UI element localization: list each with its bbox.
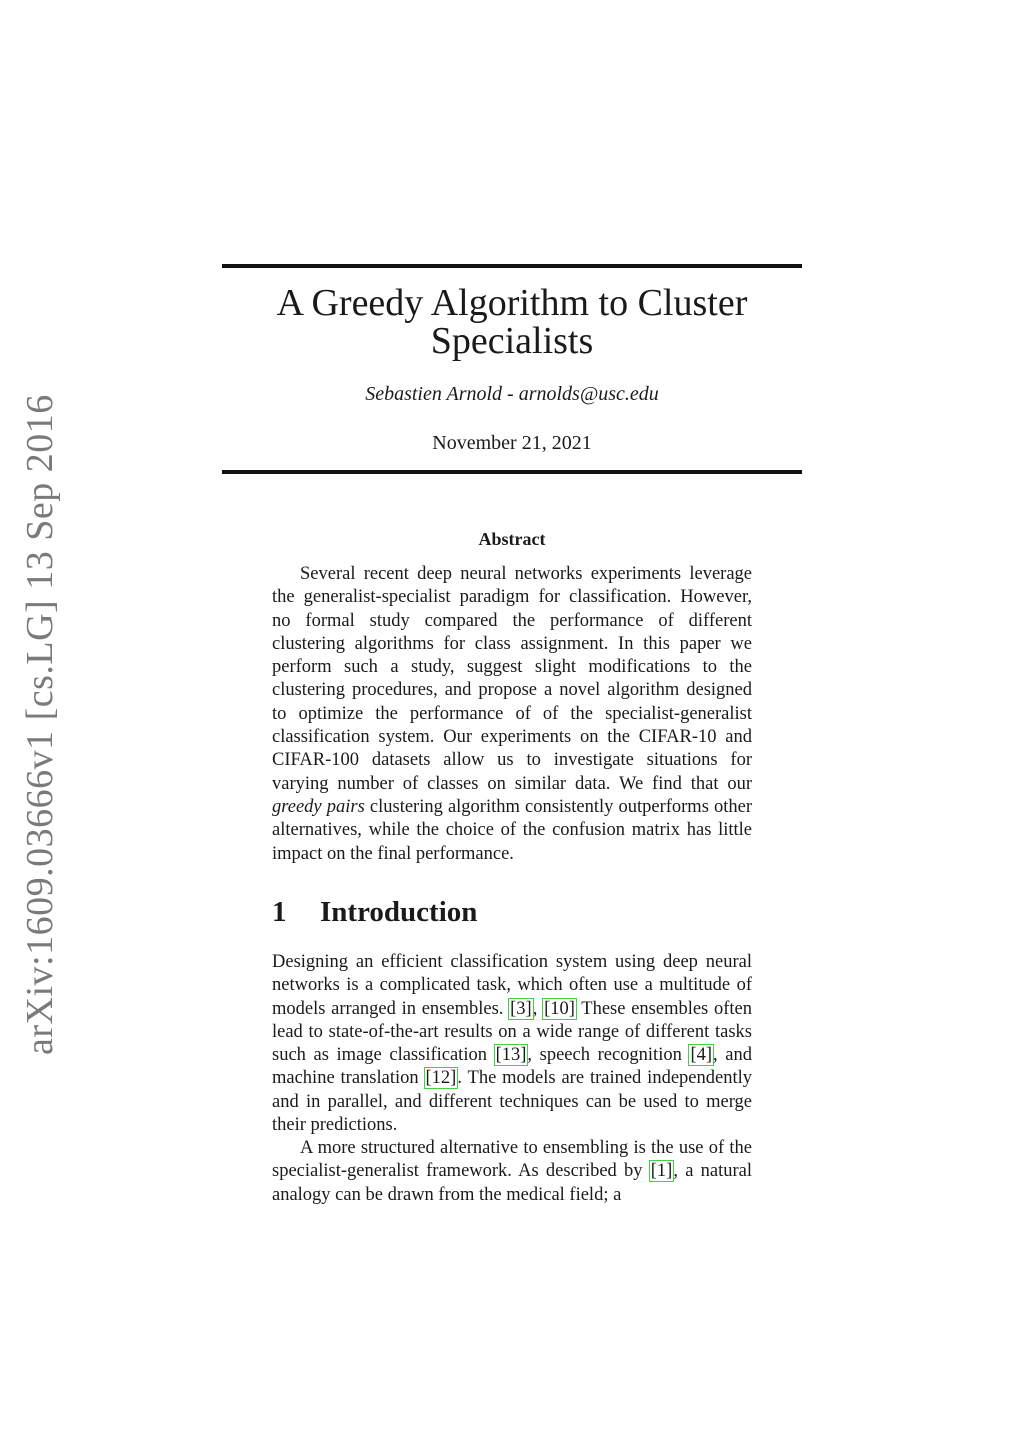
intro-p1-text-4: , speech recognition	[527, 1045, 690, 1066]
intro-p1-text-5: , and machine translation	[272, 1045, 752, 1089]
introduction-paragraph-2	[272, 1137, 752, 1207]
intro-p1-text-3: These ensembles often lead to state-of-the-art results on a wide range of different tasks such as image classification	[272, 998, 752, 1066]
citation-link-4[interactable]: [4]	[690, 1045, 713, 1066]
intro-p2-text-1: A more structured alternative to ensembling is the use of the specialist-generalist framework. As described by	[272, 1138, 752, 1182]
section-heading-introduction	[272, 896, 752, 929]
introduction-paragraph-1	[272, 951, 752, 1137]
abstract-emphasis: greedy pairs	[272, 796, 365, 817]
citation-link-13[interactable]: [13]	[495, 1045, 527, 1066]
intro-p1-text-1: Designing an efficient classification system using deep neural networks is a complicated task, which often use a multitude of models arranged in ensembles.	[272, 952, 752, 1019]
abstract-body	[272, 563, 752, 866]
author-line: Sebastien Arnold - arnolds@usc.edu	[365, 383, 659, 405]
title-line-1: A Greedy Algorithm to Cluster	[276, 282, 748, 324]
abstract-text-after: clustering algorithm consistently outperforms other alternatives, while the choice of the confusion matrix has little impact on the final performance.	[272, 796, 753, 864]
citation-link-3[interactable]: [3]	[510, 998, 532, 1019]
paper-title	[222, 284, 802, 360]
citation-link-12[interactable]: [12]	[425, 1068, 457, 1089]
section-title: Introduction	[320, 896, 478, 928]
bottom-rule	[222, 470, 802, 474]
paper-date: November 21, 2021	[432, 432, 592, 454]
title-line-2: Specialists	[430, 320, 594, 362]
top-rule	[222, 264, 802, 268]
intro-p2-text-2: , a natural analogy can be drawn from the medical field; a	[272, 1161, 752, 1205]
citation-link-10[interactable]: [10]	[544, 998, 575, 1019]
citation-link-1[interactable]: [1]	[650, 1161, 673, 1182]
intro-p1-text-6: . The models are trained independently and in parallel, and different techniques can be used to merge their predictions.	[272, 1068, 752, 1136]
abstract-heading: Abstract	[478, 529, 546, 549]
section-number: 1	[272, 896, 287, 928]
arxiv-identifier: arXiv:1609.03666v1 [cs.LG] 13 Sep 2016	[19, 394, 61, 1055]
abstract-text-before: Several recent deep neural networks experiments leverage the generalist-specialist paradigm for classification. However, no formal study compared the performance of different clustering algorithms for class assignment. In this paper we perform such a study, suggest slight modifications to the clustering procedures, and propose a novel algorithm designed to optimize the performance of of the specialist-generalist classification system. Our experiments on the CIFAR-10 and CIFAR-100 datasets allow us to investigate situations for varying number of classes on similar data. We find that our	[272, 564, 752, 794]
intro-p1-text-2: ,	[532, 998, 544, 1019]
